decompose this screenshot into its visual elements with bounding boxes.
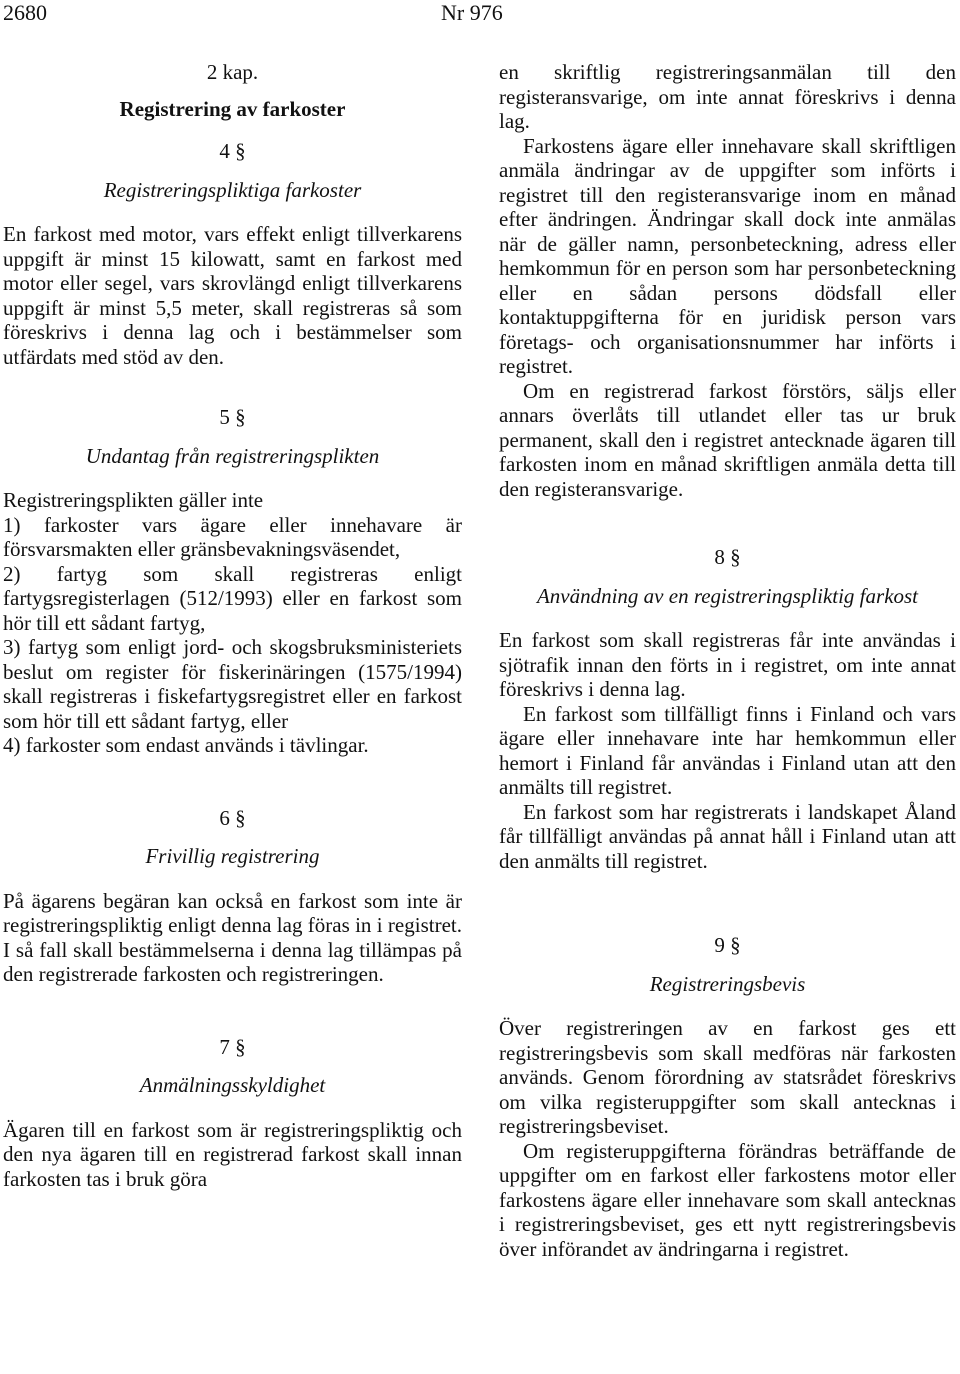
- issue-number: Nr 976: [441, 0, 503, 25]
- section-7-number: 7 §: [219, 1034, 246, 1059]
- section-7-continuation: en skriftlig registreringsanmälan till den registeransvarige, om inte annat föreskrivs i denna lag.: [499, 60, 956, 133]
- section-4-title: Registreringspliktiga farkoster: [103, 177, 362, 202]
- section-5-item-1: 1) farkoster vars ägare eller innehavare är försvarsmakten eller gränsbevakningsväsendet,: [3, 512, 462, 561]
- section-8-paragraph-2: En farkost som tillfälligt finns i Finland och vars ägare eller innehavare inte har hemkommun eller hemort i Finland får användas i Finland utan att den anmälts till registret.: [499, 701, 956, 799]
- section-8-title: Användning av en registreringspliktig farkost: [536, 583, 919, 608]
- section-9-number: 9 §: [714, 933, 741, 957]
- section-6-paragraph: På ägarens begäran kan också en farkost som inte är registreringspliktig enligt denna lag föras in i registret. I så fall skall bestämmelserna i denna lag tillämpas på den registrerade farkosten och registreringen.: [3, 888, 462, 986]
- section-8-paragraph-1: En farkost som skall registreras får inte användas i sjötrafik innan den förts in i registret, om inte annat föreskrivs i denna lag.: [499, 628, 956, 701]
- page-number: 2680: [3, 0, 47, 25]
- chapter-heading: 2 kap.: [206, 60, 259, 84]
- section-7-paragraph: Ägaren till en farkost som är registreringspliktig och den nya ägaren till en registrerad farkost skall innan farkosten tas i bruk göra: [3, 1117, 462, 1191]
- page-header: [0, 0, 960, 30]
- section-7-title: Anmälningsskyldighet: [139, 1073, 326, 1097]
- left-column: [3, 60, 462, 1191]
- section-4-paragraph: En farkost med motor, vars effekt enligt tillverkarens uppgift är minst 15 kilowatt, samt en farkost med motor eller segel, vars skrovlängd enligt tillverkarens uppgift är minst 5,5 meter, skall registreras så som föreskrivs i denna lag och i bestämmelser som utfärdats med stöd av den.: [3, 222, 462, 369]
- chapter-title: Registrering av farkoster: [119, 96, 346, 121]
- section-9-title: Registreringsbevis: [649, 971, 806, 996]
- section-8-number: 8 §: [714, 545, 741, 569]
- section-7-paragraph-2: Farkostens ägare eller innehavare skall skriftligen anmäla ändringar av de uppgifter som införts i registret till den registeransvarige inom en månad efter ändringen. Ändringar skall dock inte anmälas när de gäller namn, personbeteckning, adress eller hemkommun för en person som har personbeteckning eller en sådan persons dödsfall eller kontaktuppgifterna för en juridisk person vars företags- och organisationsnummer har införts i registret.: [499, 133, 956, 378]
- section-9-paragraph-1: Över registreringen av en farkost ges ett registreringsbevis som skall medföras när farkosten används. Genom förordning av statsrådet föreskrivs om vilka registeruppgifter som skall antecknas i registreringsbeviset.: [499, 1016, 956, 1138]
- section-6-title: Frivillig registrering: [145, 844, 320, 868]
- section-5-item-2: 2) fartyg som skall registreras enligt fartygsregisterlagen (512/1993) eller en farkost som hör till ett sådant fartyg,: [3, 561, 462, 635]
- right-column: [499, 60, 956, 1261]
- section-6-number: 6 §: [219, 805, 246, 830]
- section-5-item-3: 3) fartyg som enligt jord- och skogsbruksministeriets beslut om register för fiskerinäringen (1575/1994) skall registreras i fiskefartygsregistret eller en farkost som hör till ett sådant fartyg, eller: [3, 635, 462, 733]
- section-9-paragraph-2: Om registeruppgifterna förändras beträffande de uppgifter om en farkost eller farkostens motor eller farkostens ägare eller innehavare som skall antecknas i registreringsbeviset, ges ett nytt registreringsbevis över införandet av ändringarna i registret.: [499, 1138, 956, 1261]
- section-5-item-4: 4) farkoster som endast används i tävlingar.: [3, 733, 369, 757]
- section-8-paragraph-3: En farkost som har registrerats i landskapet Åland får tillfälligt användas på annat håll i Finland utan att den anmälts till registret.: [499, 799, 956, 873]
- section-5-number: 5 §: [219, 405, 246, 429]
- section-5-title: Undantag från registreringsplikten: [85, 443, 380, 468]
- section-7-paragraph-3: Om en registrerad farkost förstörs, säljs eller annars överlåts till utlandet eller tas ur bruk permanent, skall den i registret antecknade ägaren till farkosten inom en månad skriftligen anmäla detta till den registeransvarige.: [499, 378, 956, 501]
- section-5-intro: Registreringsplikten gäller inte: [3, 488, 264, 512]
- section-4-number: 4 §: [219, 139, 246, 163]
